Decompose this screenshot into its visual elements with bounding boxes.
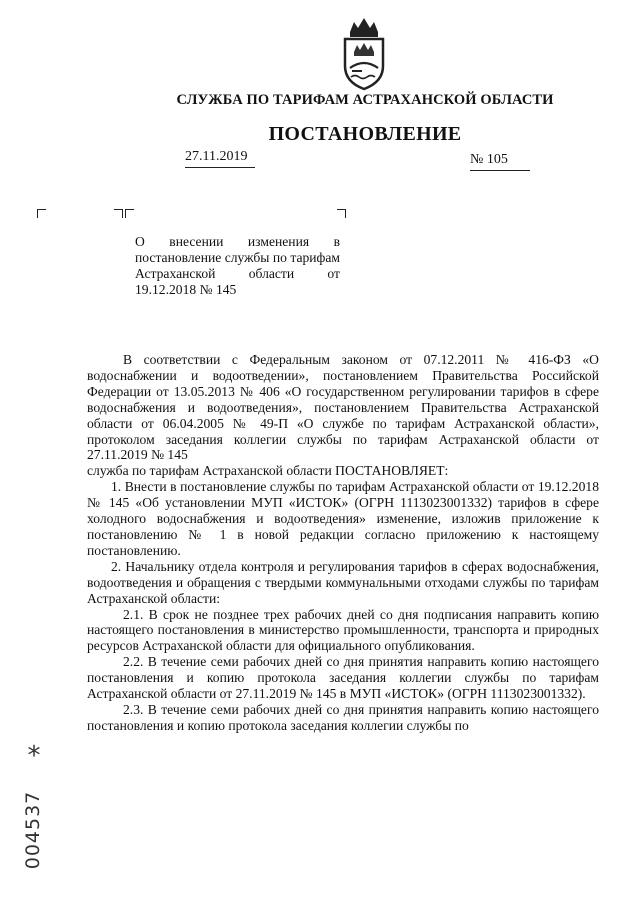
preamble-paragraph: В соответствии с Федеральным законом от 07.12.2011 № 416-ФЗ «О водоснабжении и водоотведении», постановлением Правительства Российской Федерации от 13.05.2013 № 406 «О государственном регулировании тарифов в сфере водоснабжения и водоотведения», постановлением Правительства Астраханской области от 06.04.2005 № 49-П «О службе по тарифам Астраханской области», протоколом заседания коллегии службы по тарифам Астраханской области от 27.11.2019 № 145 [87,352,599,463]
coat-of-arms-icon [336,14,392,92]
document-body [87,352,599,734]
clause-2: 2. Начальнику отдела контроля и регулирования тарифов в сферах водоснабжения, водоотведения и обращения с твердыми коммунальными отходами службы по тарифам Астраханской области: [87,558,599,606]
document-date: 27.11.2019 [185,149,255,168]
corner-mark [37,209,46,218]
document-type: ПОСТАНОВЛЕНИЕ [268,123,462,145]
clause-2-3: 2.3. В течение семи рабочих дней со дня принятия направить копию настоящего постановления и копию протокола заседания коллегии службы по [87,701,599,733]
document-subject: О внесении изменения в постановление службы по тарифам Астраханской области от 19.12.2018 № 145 [135,234,340,297]
corner-mark [337,209,346,218]
clause-1: 1. Внести в постановление службы по тарифам Астраханской области от 19.12.2018 № 145 «Об установлении МУП «ИСТОК» (ОГРН 1113023001332) тарифов в сфере холодного водоснабжения и водоотведения» изменение, изложив приложение к постановлению № 1 в новой редакции согласно приложению к настоящему постановлению. [87,479,599,558]
corner-mark [114,209,123,218]
document-number: № 105 [470,152,530,171]
agency-name: СЛУЖБА ПО ТАРИФАМ АСТРАХАНСКОЙ ОБЛАСТИ [176,92,554,108]
clause-2-2: 2.2. В течение семи рабочих дней со дня принятия направить копию настоящего постановления и копию протокола заседания коллегии службы по тарифам Астраханской области от 27.11.2019 № 145 в МУП «ИСТОК» (ОГРН 1113023001332). [87,654,599,702]
registration-asterisk: * [27,741,41,771]
resolution-line: служба по тарифам Астраханской области ПОСТАНОВЛЯЕТ: [87,463,449,479]
registration-number: 004537 [22,790,44,870]
clause-2-1: 2.1. В срок не позднее трех рабочих дней со дня подписания направить копию настоящего постановления в министерство промышленности, транспорта и природных ресурсов Астраханской области для официального опубликования. [87,606,599,654]
registration-number-stamp [18,770,48,890]
corner-mark [125,209,134,218]
